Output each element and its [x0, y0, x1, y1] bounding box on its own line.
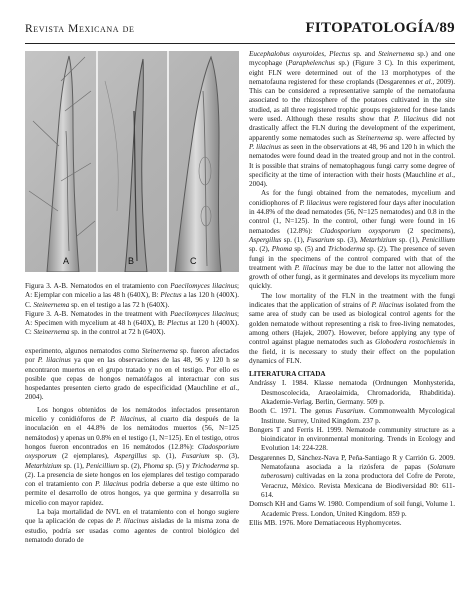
header-rule: [25, 43, 455, 44]
right-column-text: [249, 50, 455, 528]
reference-ellis: Ellis MB. 1976. More Dematiaceous Hyphomycetes.: [249, 518, 402, 527]
reference-bongers: Bongers T and Ferris H. 1999. Nematode community structure as a bioindicator in environmental monitoring. Trends in Ecology and Evolution 14: 224-228.: [249, 425, 455, 453]
journal-page-number: FITOPATOLOGÍA/89: [305, 20, 455, 36]
left-paragraph-3: La baja mortalidad de NVL en el tratamiento con el hongo sugiere que la aplicación de cepas de P. lilacinus aisladas de la misma zona de estudio, podría ser usadas como agentes de control biológico del nematodo dorado de: [25, 508, 239, 544]
section-title-literature: LITERATURA CITADA: [249, 370, 326, 379]
left-paragraph-2: Los hongos obtenidos de los nemátodos infectados presentaron micelio y conidióforos de P. lilacinus, al cuarto día después de la inoculación en el 44.8% de los nemátodos muertos (56, N=125 nemátodos) y apenas un 0.8% en el testigo (1, N=125). En el testigo, otros hongos fueron encontrados en 16 nemátodos (12.8%): Cladosporium oxysporum (2 ejemplares), Aspergillus sp. (1), Fusarium sp. (3), Metarhizium sp. (1), Penicillium sp. (2), Phoma sp. (5) y Trichoderma sp. (2). La presencia de siete hongos en los ejemplares del testigo comparado con el tratamiento con P. lilacinus podría deberse a que este último no permite el desarrollo de otros hongos, ya que germina y desarrolla su micelio con mayor rapidez.: [25, 405, 239, 507]
reference-domsch: Domsch KH and Gams W. 1980. Compendium of soil fungi, Volume 1. Academic Press. London, United Kingdom. 859 p.: [249, 500, 455, 518]
journal-name: Revista Mexicana de: [25, 23, 135, 35]
panel-label-b: B: [128, 256, 135, 266]
caption-english: Figure 3. A-B. Nematodes in the treatment with Paecilomyces lilacinus; A: Specimen with mycelium at 48 h (640X), B: Plectus at 120 h (400X). C: Steinernema sp. in the control at 72 h (640X).: [25, 309, 239, 337]
reference-andrassy: Andrássy I. 1984. Klasse nematoda (Ordnungen Monhysterida, Desmoscolecida, Araeolaimida, Chromadorida, Rhabditida). Akademie-Verlag. Berlin, Germany. 509 p.: [249, 379, 455, 406]
micrograph-image: [25, 51, 239, 272]
left-column-text: [25, 347, 239, 545]
running-header: [25, 22, 455, 40]
figure-caption: [25, 282, 239, 338]
right-paragraph-2: As for the fungi obtained from the nematodes, mycelium and conidiophores of P. lilacinus were registered four days after inoculation in 44.8% of the dead nematodes (56, N=125 nematodes) and 0.8 in the control (1, N=125). In the control, other fungi were found in 16 nematodes (12.8%): Cladosporium oxysporum (2 specimens), Aspergillus sp. (1), Fusarium sp. (3), Metarhizium sp. (1), Penicillium sp. (2), Phoma sp. (5) and Trichoderma sp. (2). The presence of seven fungi in the specimens of the control compared with that of the treatment with P. lilacinus may be due to the latter not allowing the growth of other fungi, as it germinates and develops its mycelium more quickly.: [249, 189, 456, 291]
figure-3-micrograph: [25, 51, 239, 272]
right-paragraph-3: The low mortality of the FLN in the treatment with the fungi indicates that the application of strains of P. lilacinus isolated from the same area of study can be used as biological control agents for the golden nematode without representing a risk to free-living nematodes, among others (Hajek, 2007). However, before applying any type of control against plague nematodes such as Globodera rostochiensis in the field, it is necessary to study their effect on the population dynamics of FLN.: [249, 291, 456, 365]
left-paragraph-1: experimento, algunos nematodos como Steinernema sp. fueron afectados por P. lilacinus ya que en las observaciones de las 48, 96 y 120 h se encontraron muertos en el grupo tratado y no en el testigo. Por ello es posible que cepas de hongos nematófagos al interactuar con sus hospedantes presenten cierto grado de especificidad (Mauchline et al., 2004).: [25, 347, 239, 402]
reference-desgarennes: Desgarennes D, Sánchez-Nava P, Peña-Santiago R y Carrión G. 2009. Nematofauna asociada a la rizósfera de papas (Solanum tuberosum) cultivadas en la zona productora del Cofre de Perote, Veracruz, México. Revista Mexicana de Biodiversidad 80: 611-614.: [249, 453, 455, 499]
panel-label-a: A: [63, 256, 70, 266]
right-paragraph-1: Eucephalobus oxyuroides, Plectus sp. and Steinernema sp.) and one mycophage (Paraphelenchus sp.) (Figure 3 C). In this experiment, eight FLN were determined out of the 13 morphotypes of the nematofauna registered for these croplands (Desgarennes et al., 2009). This can be considered a representative sample of the nematofauna associated to the rhizosphere of the potatoes cultivated in the site studied, as all three registered trophic groups registered for these lands were used. Although these results show that P. lilacinus did not drastically affect the FLN during the development of the experiment, apparently some nematodes such as Steinernema sp. were affected by P. lilacinus as seen in the observations at 48, 96 and 120 h in which the nematodes were found dead in the treated group and not in the control. It is possible that strains of nematophagous fungi carry some degree of specificity at the time of interaction with their hosts (Mauchline et al., 2004).: [249, 50, 456, 189]
reference-booth: Booth C. 1971. The genus Fusarium. Commonwealth Mycological Institute. Surrey, United Kingdom. 237 p.: [249, 407, 455, 425]
caption-spanish: Figura 3. A-B. Nematodos en el tratamiento con Paecilomyces lilacinus; A: Ejemplar con micelio a las 48 h (640X), B: Plectus a las 120 h (400X). C. Steinernema sp. en el testigo a las 72 h (640X).: [25, 282, 240, 309]
panel-label-c: C: [190, 256, 197, 266]
